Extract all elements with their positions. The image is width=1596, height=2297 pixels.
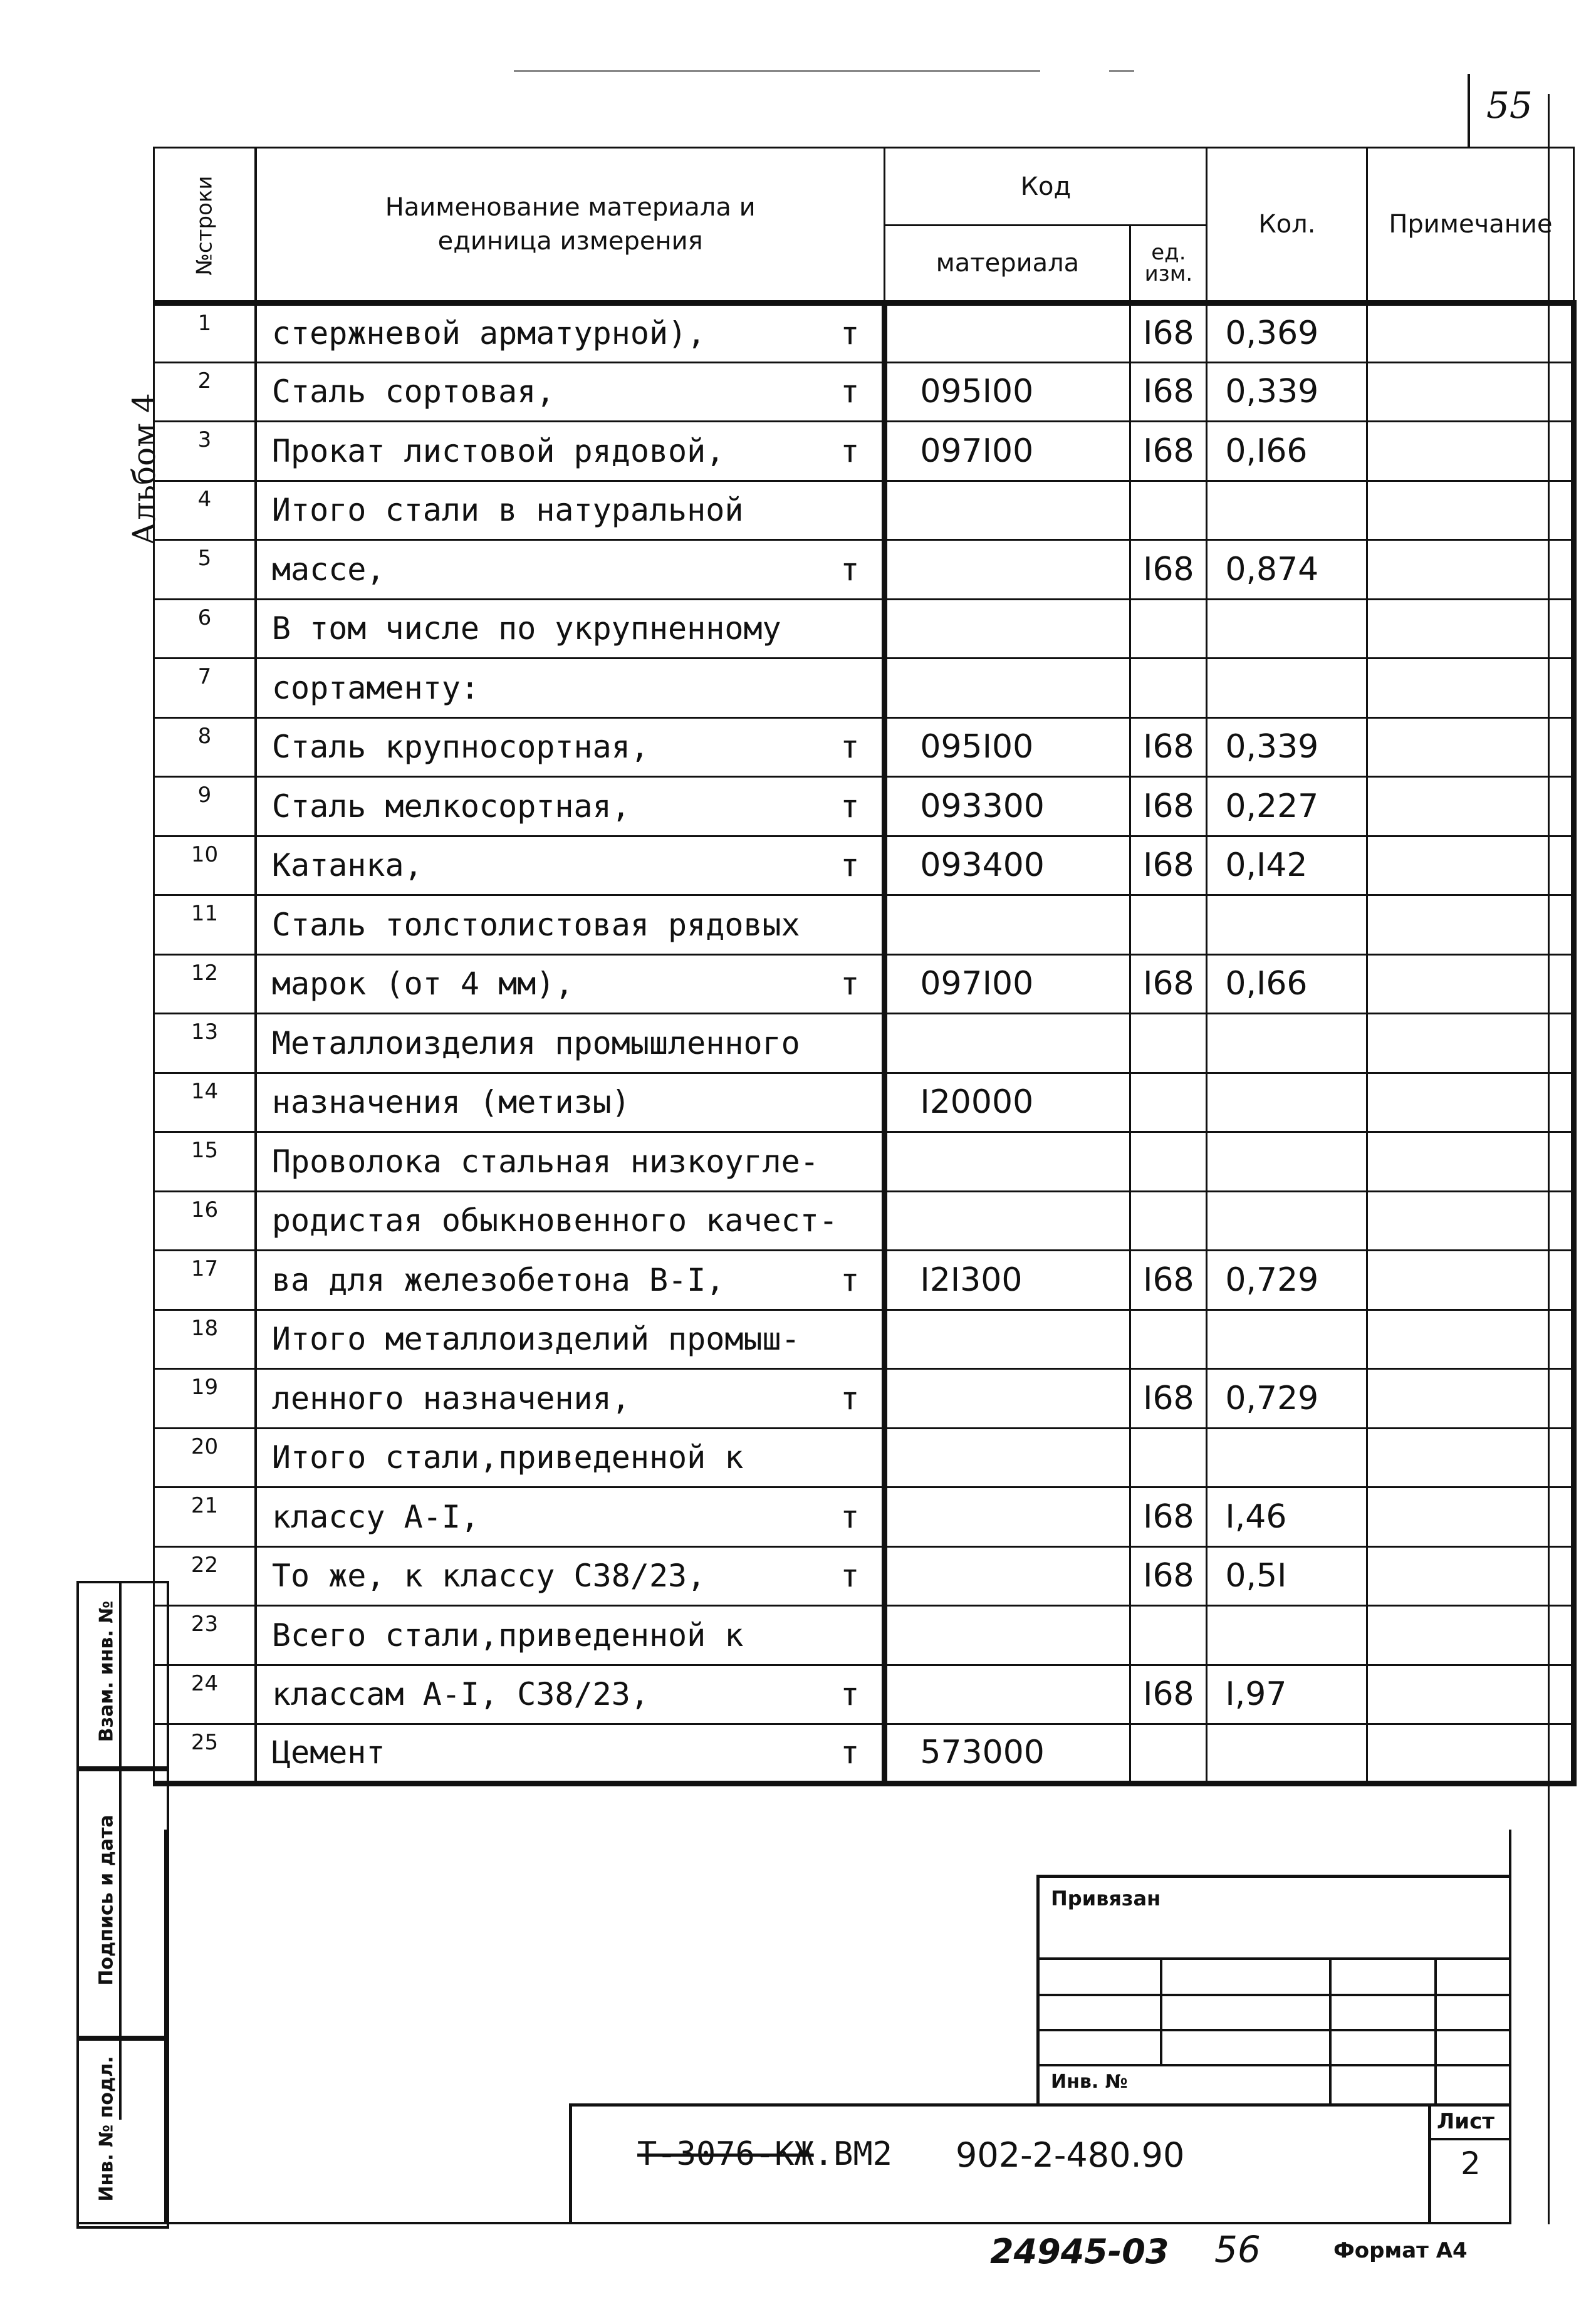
table-row — [154, 1073, 1574, 1132]
privyazan-label: Привязан — [1051, 1887, 1161, 1910]
note — [1367, 1310, 1574, 1369]
side-stamp-inv-podl — [76, 2036, 169, 2229]
header-note: Примечание — [1367, 148, 1574, 303]
material-code — [885, 481, 1130, 540]
unit: т — [840, 1380, 860, 1417]
quantity: 0,339 — [1207, 362, 1367, 422]
unit-code — [1130, 599, 1207, 659]
unit: т — [840, 1498, 860, 1535]
material-code — [885, 1310, 1130, 1369]
material-code — [885, 1546, 1130, 1606]
material-name-text: ленного назначения, — [271, 1380, 630, 1417]
material-code — [885, 303, 1130, 363]
note — [1367, 836, 1574, 895]
note — [1367, 362, 1574, 422]
material-name-text: То же, к классу С38/23, — [271, 1558, 706, 1595]
unit: т — [840, 1261, 860, 1298]
side-stamp-podpis — [76, 1766, 169, 2041]
material-code — [885, 1014, 1130, 1073]
note — [1367, 1191, 1574, 1251]
header-code: Код — [885, 148, 1207, 226]
row-number: 7 — [154, 659, 256, 718]
quantity: 0,I42 — [1207, 836, 1367, 895]
row-number: 18 — [154, 1310, 256, 1369]
document-old-code: Т-3076-КЖ — [637, 2135, 814, 2173]
frame-left-line — [164, 1830, 167, 2224]
privyazan-vline-2 — [1329, 1957, 1332, 2107]
quantity: 0,I66 — [1207, 422, 1367, 481]
row-number: 3 — [154, 422, 256, 481]
unit-code: I68 — [1130, 540, 1207, 600]
material-code: 095I00 — [885, 717, 1130, 777]
document-code: 902-2-480.90 — [956, 2135, 1185, 2175]
material-name — [256, 659, 885, 718]
material-name-text: Сталь сортовая, — [271, 373, 555, 410]
unit-code — [1130, 1014, 1207, 1073]
side-label-podpis-data: Подпись и дата — [95, 1815, 118, 1986]
table-row — [154, 1546, 1574, 1606]
materials-table — [153, 147, 1577, 1786]
side-label-inv-podl: Инв. № подл. — [95, 2056, 118, 2202]
material-code — [885, 1132, 1130, 1192]
quantity — [1207, 599, 1367, 659]
quantity — [1207, 1724, 1367, 1784]
table-row — [154, 895, 1574, 955]
quantity: 0,369 — [1207, 303, 1367, 363]
material-name — [256, 717, 885, 777]
unit-code — [1130, 1191, 1207, 1251]
table-row — [154, 481, 1574, 540]
top-scan-mark — [514, 70, 1040, 72]
material-name-text: сортаменту: — [271, 669, 480, 706]
material-name — [256, 1191, 885, 1251]
material-name — [256, 1665, 885, 1724]
unit-code: I68 — [1130, 717, 1207, 777]
unit: т — [840, 315, 860, 352]
table-row — [154, 717, 1574, 777]
unit-code: I68 — [1130, 1369, 1207, 1429]
row-number: 5 — [154, 540, 256, 600]
page-mark: 56 — [1214, 2228, 1261, 2271]
material-name-text: назначения (метизы) — [271, 1084, 630, 1121]
quantity: 0,227 — [1207, 777, 1367, 836]
unit: т — [840, 432, 860, 469]
material-name — [256, 540, 885, 600]
row-number: 19 — [154, 1369, 256, 1429]
unit-code: I68 — [1130, 1665, 1207, 1724]
row-number: 23 — [154, 1606, 256, 1665]
unit: т — [840, 847, 860, 884]
note — [1367, 540, 1574, 600]
material-name-text: Проволока стальная низкоугле- — [271, 1143, 819, 1180]
note — [1367, 895, 1574, 955]
title-block-document — [569, 2103, 1511, 2224]
quantity — [1207, 1606, 1367, 1665]
row-number: 13 — [154, 1014, 256, 1073]
side-label-vzam-inv: Взам. инв. № — [95, 1600, 118, 1742]
row-number: 17 — [154, 1251, 256, 1310]
material-name — [256, 303, 885, 363]
unit-code — [1130, 1073, 1207, 1132]
material-name-text: Итого стали,приведенной к — [271, 1439, 744, 1476]
note — [1367, 1724, 1574, 1784]
header-row-number: №строки — [154, 148, 256, 303]
material-name-text: Металлоизделия промышленного — [271, 1024, 800, 1061]
page-number-border-left — [1468, 74, 1470, 148]
unit-code — [1130, 1132, 1207, 1192]
title-block-privyazan — [1036, 1875, 1511, 2107]
quantity — [1207, 1014, 1367, 1073]
unit: т — [840, 551, 860, 588]
material-code: 097I00 — [885, 422, 1130, 481]
table-row — [154, 1724, 1574, 1784]
material-name-text: ва для железобетона В-I, — [271, 1261, 725, 1298]
privyazan-vline-3 — [1434, 1957, 1437, 2107]
note — [1367, 422, 1574, 481]
row-number: 8 — [154, 717, 256, 777]
unit-code: I68 — [1130, 422, 1207, 481]
quantity — [1207, 1310, 1367, 1369]
row-number: 14 — [154, 1073, 256, 1132]
unit: т — [840, 788, 860, 825]
material-code — [885, 1428, 1130, 1487]
unit-code: I68 — [1130, 836, 1207, 895]
list-vline — [1428, 2107, 1431, 2224]
table-row — [154, 1310, 1574, 1369]
material-name — [256, 836, 885, 895]
material-name — [256, 1073, 885, 1132]
material-name — [256, 1132, 885, 1192]
privyazan-hline-3 — [1040, 2029, 1511, 2031]
material-name — [256, 954, 885, 1014]
material-code: 093300 — [885, 777, 1130, 836]
material-code: I2I300 — [885, 1251, 1130, 1310]
list-value: 2 — [1461, 2145, 1481, 2182]
unit-code — [1130, 895, 1207, 955]
table-row — [154, 954, 1574, 1014]
album-label: Альбом 4 — [126, 393, 162, 546]
privyazan-hline-2 — [1040, 1994, 1511, 1996]
material-code — [885, 540, 1130, 600]
quantity — [1207, 1191, 1367, 1251]
material-name-text: Итого металлоизделий промыш- — [271, 1321, 800, 1358]
unit: т — [840, 1558, 860, 1595]
header-code-material: материала — [885, 226, 1130, 303]
material-name-text: классу А-I, — [271, 1498, 480, 1535]
material-name — [256, 1310, 885, 1369]
row-number: 21 — [154, 1487, 256, 1547]
row-number: 24 — [154, 1665, 256, 1724]
material-name — [256, 777, 885, 836]
material-code — [885, 895, 1130, 955]
row-number: 6 — [154, 599, 256, 659]
unit: т — [840, 1676, 860, 1713]
material-code — [885, 1369, 1130, 1429]
unit-code — [1130, 1724, 1207, 1784]
material-name-text: Итого стали в натуральной — [271, 492, 744, 529]
material-name-text: Катанка, — [271, 847, 423, 884]
material-name-text: Всего стали,приведенной к — [271, 1617, 744, 1654]
quantity: 0,729 — [1207, 1251, 1367, 1310]
note — [1367, 1251, 1574, 1310]
note — [1367, 1132, 1574, 1192]
material-name — [256, 1606, 885, 1665]
material-code — [885, 1487, 1130, 1547]
row-number: 10 — [154, 836, 256, 895]
note — [1367, 954, 1574, 1014]
material-name-text: массе, — [271, 551, 385, 588]
unit-code: I68 — [1130, 362, 1207, 422]
material-code: 095I00 — [885, 362, 1130, 422]
note — [1367, 1369, 1574, 1429]
header-code-unit: ед. изм. — [1130, 226, 1207, 303]
unit-code: I68 — [1130, 303, 1207, 363]
table-row — [154, 1487, 1574, 1547]
material-code — [885, 1191, 1130, 1251]
row-number: 16 — [154, 1191, 256, 1251]
table-row — [154, 836, 1574, 895]
unit: т — [840, 729, 860, 766]
inv-no-label: Инв. № — [1051, 2071, 1128, 2093]
material-code: 573000 — [885, 1724, 1130, 1784]
top-scan-mark-2 — [1109, 70, 1134, 72]
material-name-text: Сталь толстолистовая рядовых — [271, 906, 800, 943]
material-code — [885, 599, 1130, 659]
table-row — [154, 1369, 1574, 1429]
material-name — [256, 1369, 885, 1429]
quantity — [1207, 1428, 1367, 1487]
format-label: Формат А4 — [1333, 2238, 1468, 2263]
note — [1367, 599, 1574, 659]
row-number: 11 — [154, 895, 256, 955]
unit-code: I68 — [1130, 1546, 1207, 1606]
unit-code: I68 — [1130, 1251, 1207, 1310]
material-code — [885, 659, 1130, 718]
quantity — [1207, 1073, 1367, 1132]
row-number: 20 — [154, 1428, 256, 1487]
page-number: 55 — [1486, 84, 1533, 127]
material-name — [256, 599, 885, 659]
unit: т — [840, 1734, 860, 1771]
material-name — [256, 1487, 885, 1547]
material-name-text: классам А-I, С38/23, — [271, 1676, 649, 1713]
material-code: 097I00 — [885, 954, 1130, 1014]
note — [1367, 777, 1574, 836]
material-code — [885, 1606, 1130, 1665]
quantity: I,97 — [1207, 1665, 1367, 1724]
note — [1367, 1606, 1574, 1665]
table-row — [154, 422, 1574, 481]
list-hline — [1428, 2138, 1511, 2140]
table-row — [154, 1428, 1574, 1487]
table-row — [154, 1191, 1574, 1251]
material-name-text: Сталь мелкосортная, — [271, 788, 630, 825]
table-row — [154, 1132, 1574, 1192]
unit-code: I68 — [1130, 777, 1207, 836]
quantity: 0,I66 — [1207, 954, 1367, 1014]
material-name-text: В том числе по укрупненному — [271, 610, 781, 647]
material-name — [256, 1546, 885, 1606]
material-code — [885, 1665, 1130, 1724]
note — [1367, 659, 1574, 718]
note — [1367, 481, 1574, 540]
note — [1367, 1487, 1574, 1547]
table-row — [154, 599, 1574, 659]
privyazan-hline-4 — [1040, 2064, 1511, 2066]
table-row — [154, 1665, 1574, 1724]
row-number: 9 — [154, 777, 256, 836]
unit-code — [1130, 1428, 1207, 1487]
note — [1367, 1428, 1574, 1487]
quantity: I,46 — [1207, 1487, 1367, 1547]
document-suffix: .ВМ2 — [813, 2135, 892, 2173]
row-number: 22 — [154, 1546, 256, 1606]
unit-code — [1130, 481, 1207, 540]
privyazan-vline-1 — [1160, 1957, 1162, 2066]
archive-number: 24945-03 — [990, 2232, 1169, 2271]
unit-code: I68 — [1130, 1487, 1207, 1547]
material-code: 093400 — [885, 836, 1130, 895]
unit: т — [840, 373, 860, 410]
table-row — [154, 1606, 1574, 1665]
row-number: 4 — [154, 481, 256, 540]
table-row — [154, 540, 1574, 600]
unit-code — [1130, 1606, 1207, 1665]
header-material-name: Наименование материала и единица измерения — [256, 148, 885, 303]
quantity — [1207, 895, 1367, 955]
material-name-text: родистая обыкновенного качест- — [271, 1202, 838, 1239]
list-label: Лист — [1437, 2109, 1494, 2134]
header-quantity: Кол. — [1207, 148, 1367, 303]
table-row — [154, 303, 1574, 363]
quantity: 0,729 — [1207, 1369, 1367, 1429]
unit: т — [840, 966, 860, 1003]
material-name — [256, 1428, 885, 1487]
note — [1367, 1665, 1574, 1724]
table-row — [154, 777, 1574, 836]
material-code: I20000 — [885, 1073, 1130, 1132]
note — [1367, 303, 1574, 363]
material-name-text: Прокат листовой рядовой, — [271, 432, 725, 469]
material-name-text: марок (от 4 мм), — [271, 966, 574, 1003]
row-number: 25 — [154, 1724, 256, 1784]
unit-code — [1130, 659, 1207, 718]
quantity — [1207, 1132, 1367, 1192]
quantity: 0,339 — [1207, 717, 1367, 777]
note — [1367, 1546, 1574, 1606]
material-name — [256, 362, 885, 422]
quantity: 0,5I — [1207, 1546, 1367, 1606]
table-row — [154, 1251, 1574, 1310]
quantity: 0,874 — [1207, 540, 1367, 600]
material-name — [256, 895, 885, 955]
note — [1367, 1014, 1574, 1073]
material-name — [256, 1724, 885, 1784]
quantity — [1207, 659, 1367, 718]
table-row — [154, 1014, 1574, 1073]
material-name-text: стержневой арматурной), — [271, 315, 706, 352]
material-name — [256, 481, 885, 540]
material-name-text: Цемент — [271, 1734, 385, 1771]
material-name — [256, 1014, 885, 1073]
table-row — [154, 362, 1574, 422]
unit-code: I68 — [1130, 954, 1207, 1014]
side-stamp-vzam-inv — [76, 1581, 169, 1771]
material-name — [256, 1251, 885, 1310]
row-number: 15 — [154, 1132, 256, 1192]
privyazan-hline-1 — [1040, 1957, 1511, 1960]
quantity — [1207, 481, 1367, 540]
unit-code — [1130, 1310, 1207, 1369]
material-name-text: Сталь крупносортная, — [271, 729, 649, 766]
note — [1367, 1073, 1574, 1132]
note — [1367, 717, 1574, 777]
row-number: 12 — [154, 954, 256, 1014]
material-name — [256, 422, 885, 481]
row-number: 2 — [154, 362, 256, 422]
row-number: 1 — [154, 303, 256, 363]
document-code-line — [637, 2135, 892, 2173]
table-row — [154, 659, 1574, 718]
